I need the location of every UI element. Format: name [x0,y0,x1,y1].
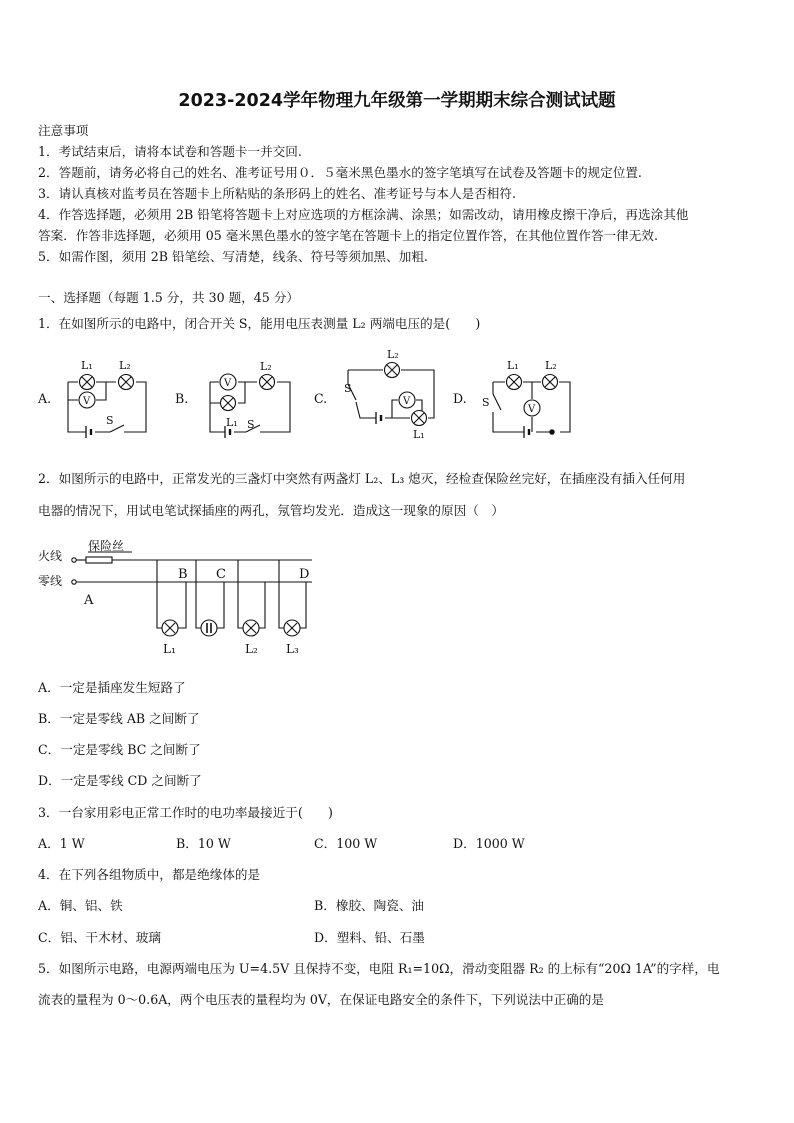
q4-option-c: C．铝、干木材、玻璃 [38,930,161,945]
q1-stem: 1．在如图所示的电路中，闭合开关 S，能用电压表测量 L₂ 两端电压的是( ) [38,316,481,331]
voltmeter-label: V [83,396,91,407]
circuit-a [68,375,146,439]
switch-label: S [247,418,255,431]
q2-option-b: B．一定是零线 AB 之间断了 [38,711,200,726]
voltmeter-label: V [403,396,411,407]
q4-stem: 4．在下列各组物质中，都是绝缘体的是 [38,867,261,882]
socket-icon [201,620,217,636]
notice-item: 答案．作答非选择题，必须用 05 毫米黑色墨水的签字笔在答题卡上的指定位置作答，在其他位置作答一律无效. [38,228,658,243]
label-l1: L₁ [81,359,93,372]
point-c: C [216,567,226,582]
fuse-label: 保险丝 [88,539,125,553]
q1-option-a: A. [38,391,52,406]
q3-option-d: D．1000 W [453,836,525,851]
q1-option-b: B. [175,391,189,406]
notice-item: 3．请认真核对监考员在答题卡上所粘贴的条形码上的姓名、准考证号与本人是否相符. [38,186,516,201]
label-l1: L₁ [413,428,425,441]
switch-label: S [344,382,352,395]
label-l2: L₂ [545,359,557,372]
neutral-wire-label: 零线 [38,574,63,588]
label-l1: L₁ [226,416,238,429]
point-a: A [84,593,94,608]
circuit-c [348,363,434,426]
label-l2: L₂ [260,360,272,373]
q1-option-c: C. [314,391,328,406]
lamp-l2 [243,620,259,636]
lamp-l2-label: L₂ [245,642,258,656]
label-l2: L₂ [119,359,131,372]
voltmeter-label: V [528,404,536,415]
page-title: 2023-2024学年物理九年级第一学期期末综合测试试题 [178,91,616,111]
q2-household-circuit [36,538,336,658]
label-l2: L₂ [387,348,399,361]
q1-circuits [0,0,794,460]
notice-item: 5．如需作图，须用 2B 铅笔绘、写清楚，线条、符号等须加黑、加粗. [38,249,428,264]
notice-item: 4．作答选择题，必须用 2B 铅笔将答题卡上对应选项的方框涂满、涂黑；如需改动，请用橡皮擦干净后，再选涂其他 [38,207,689,222]
notice-item: 1．考试结束后，请将本试卷和答题卡一并交回. [38,144,302,159]
notice-heading: 注意事项 [38,123,89,138]
q4-option-b: B．橡胶、陶瓷、油 [314,898,425,913]
q1-option-d: D. [453,391,467,406]
q3-option-a: A．1 W [38,836,85,851]
q2-option-a: A．一定是插座发生短路了 [38,680,186,695]
notice-item: 2．答题前，请务必将自己的姓名、准考证号用０．５毫米黑色墨水的签字笔填写在试卷及答题卡的规定位置. [38,165,642,180]
q4-option-a: A．铜、铝、铁 [38,898,123,913]
switch-label: S [482,396,490,409]
q3-option-c: C．100 W [314,836,378,851]
voltmeter-label: V [224,378,232,389]
switch-label: S [106,414,114,427]
label-l1: L₁ [507,359,519,372]
lamp-l3-label: L₃ [286,642,299,656]
q2-stem-line2: 电器的情况下，用试电笔试探插座的两孔，氖管均发光．造成这一现象的原因（ ） [38,503,504,518]
point-b: B [178,567,188,582]
q3-option-b: B．10 W [176,836,231,851]
q5-stem-line1: 5．如图所示电路，电源两端电压为 U=4.5V 且保持不变，电阻 R₁=10Ω，滑动变阻器 R₂ 的上标有“20Ω 1A”的字样，电 [38,961,720,976]
lamp-l1 [162,620,178,636]
q2-option-c: C．一定是零线 BC 之间断了 [38,742,201,757]
section-heading: 一、选择题（每题 1.5 分，共 30 题，45 分） [38,290,300,305]
point-d: D [299,567,310,582]
lamp-l1-label: L₁ [163,642,176,656]
q5-stem-line2: 流表的量程为 0～0.6A，两个电压表的量程均为 0V，在保证电路安全的条件下，下列说法中正确的是 [38,992,604,1007]
q4-option-d: D．塑料、铅、石墨 [314,930,425,945]
q2-option-d: D．一定是零线 CD 之间断了 [38,773,202,788]
q2-stem-line1: 2．如图所示的电路中，正常发光的三盏灯中突然有两盏灯 L₂、L₃ 熄灭，经检查保险丝完好，在插座没有插入任何用 [38,471,686,486]
lamp-l3 [284,620,300,636]
q3-stem: 3．一台家用彩电正常工作时的电功率最接近于( ) [38,805,333,820]
live-wire-label: 火线 [38,549,63,563]
